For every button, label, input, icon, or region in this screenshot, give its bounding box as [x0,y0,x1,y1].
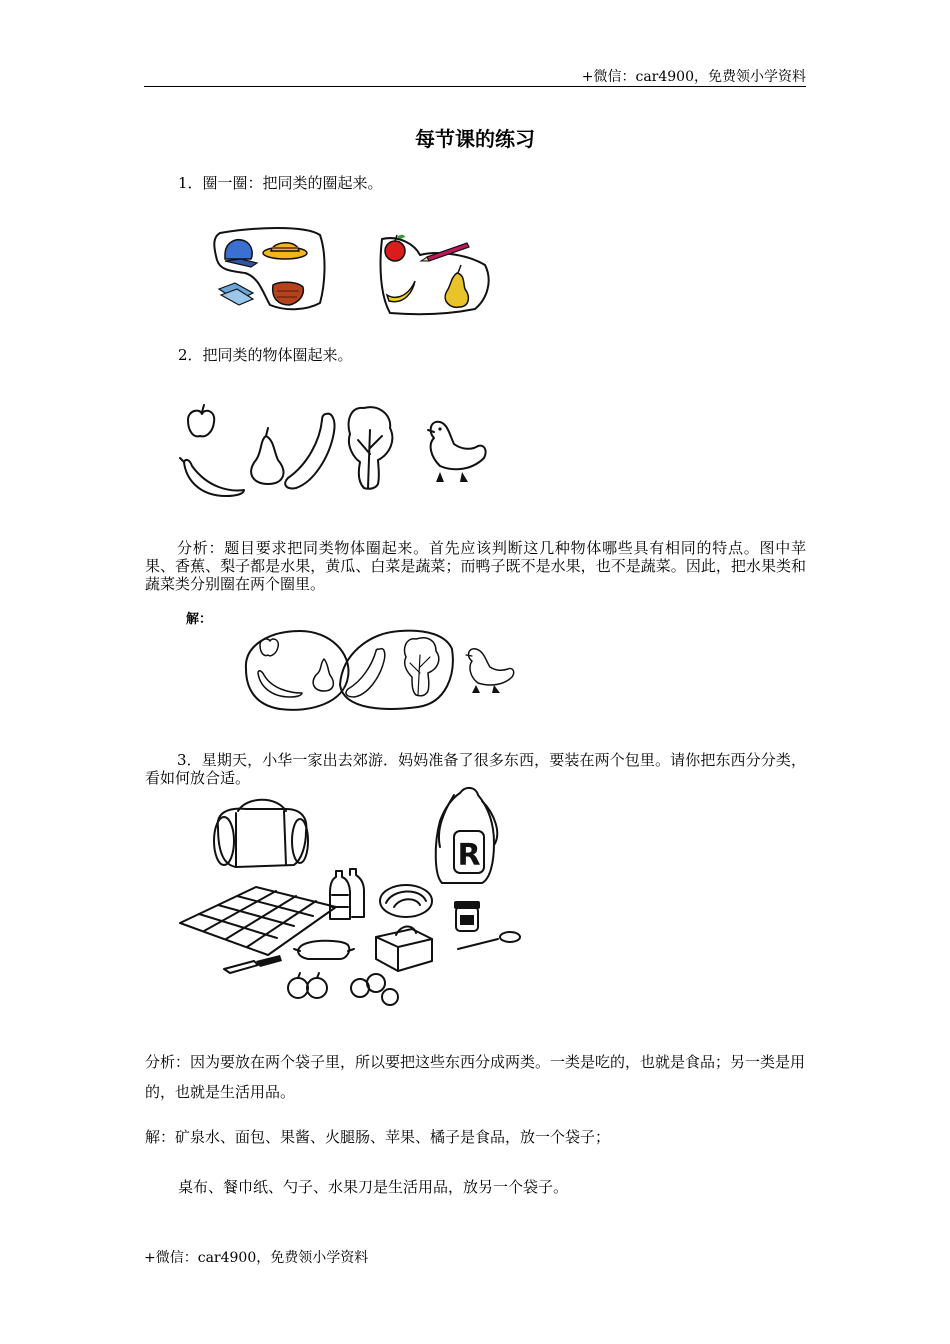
backpack-icon [436,788,497,883]
duffel-bag-icon [214,800,308,867]
apple-outline-icon [188,405,214,436]
backpack-letter: R [457,838,481,873]
water-bottle-icon [330,869,364,919]
question-3: 3．星期天，小华一家出去郊游．妈妈准备了很多东西，要装在两个包里。请你把东西分分类，看如何放合适。 [145,751,806,787]
question-2: 2．把同类的物体圈起来。 [178,346,353,364]
scarf-icon [219,283,253,305]
pear-outline-icon [251,428,283,484]
q3-illustration [176,783,521,1008]
oranges-icon [351,974,398,1005]
q1-illustration [175,215,515,320]
page-footer: +微信：car4900，免费领小学资料 [144,1250,369,1266]
page-title: 每节课的练习 [415,127,535,151]
cabbage-outline-icon [349,407,393,489]
solution-label: 解： [186,612,213,627]
answer-q3-line1: 解：矿泉水、面包、果酱、火腿肠、苹果、橘子是食品，放一个袋子； [145,1128,611,1146]
fruit-knife-icon [224,955,282,973]
vegetable-circle [340,631,453,709]
analysis-q2: 分析：题目要求把同类物体圈起来。首先应该判断这几种物体哪些具有相同的特点。图中苹果、香蕉、梨子都是水果，黄瓜、白菜是蔬菜；而鸭子既不是水果，也不是蔬菜。因此，把水果类和蔬菜类分别圈在两个圈里。 [145,539,806,593]
q2-solution-illustration [240,625,525,715]
banana-icon [387,281,415,302]
question-1: 1．圈一圈：把同类的圈起来。 [178,174,383,192]
cap-icon [225,240,257,267]
answer-q3-line2: 桌布、餐巾纸、勺子、水果刀是生活用品，放另一个袋子。 [178,1178,569,1196]
hat-icon [263,243,307,259]
fruit-circle [246,631,349,710]
pencil-icon [421,243,469,261]
q2-illustration [178,400,498,505]
page-header: +微信：car4900，免费领小学资料 [581,69,806,85]
cucumber-outline-icon [285,414,334,489]
tissue-box-icon [376,927,432,972]
apples-icon [288,973,327,998]
picnic-cloth-icon [180,887,336,955]
jam-jar-icon [454,901,480,931]
duck-outline-icon [428,422,486,482]
analysis-q3: 分析：因为要放在两个袋子里，所以要把这些东西分成两类。一类是吃的，也就是食品；另一类是用的，也就是生活用品。 [145,1053,806,1101]
header-divider [144,86,806,87]
banana-outline-icon [180,458,244,496]
glove-icon [273,282,304,305]
spoon-icon [458,932,520,949]
pear-icon [445,265,468,307]
bread-icon [380,885,432,917]
sausage-icon [294,941,354,959]
